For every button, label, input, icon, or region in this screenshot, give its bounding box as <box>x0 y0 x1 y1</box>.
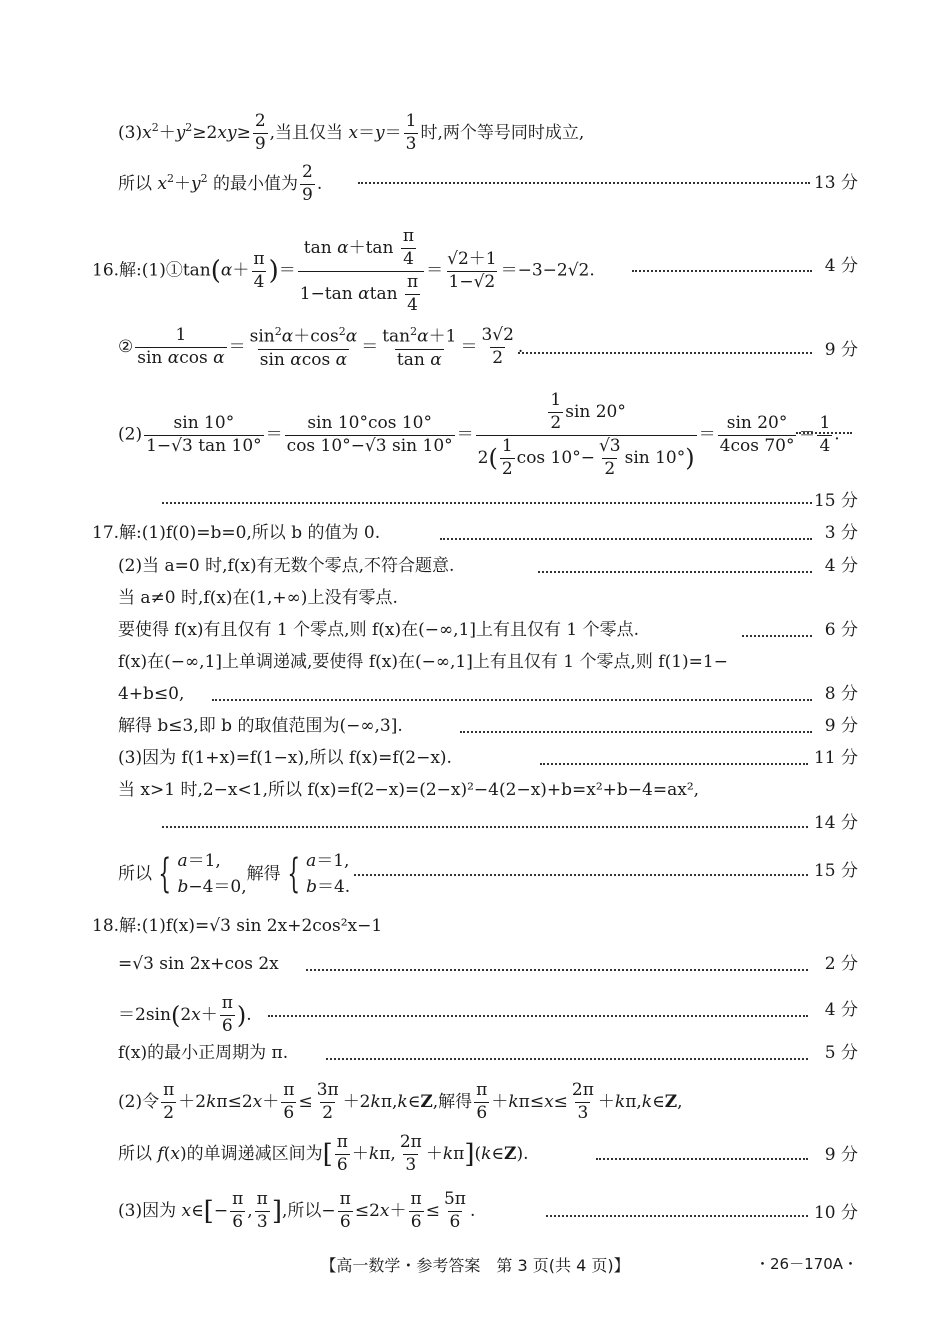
dot-leader <box>538 571 812 573</box>
q18-line-1d: f(x)的最小正周期为 π. <box>118 1043 289 1063</box>
score-label: 9 分 <box>824 716 858 736</box>
q17-line-3a: (3)因为 f(1+x)=f(1−x),所以 f(x)=f(2−x). <box>118 748 452 768</box>
q15-line-3b: 所以 $x^2+y^2$ 的最小值为 $\frac{2}{9}$ . <box>118 162 323 205</box>
dot-leader <box>358 182 810 184</box>
dot-leader <box>326 1058 808 1060</box>
score-label: 15 分 <box>813 491 858 511</box>
q17-line-1: 17.解:(1)f(0)=b=0,所以 b 的值为 0. <box>92 523 381 543</box>
q17-line-2c: 要使得 f(x)有且仅有 1 个零点,则 f(x)在(−∞,1]上有且仅有 1 个零点. <box>118 620 640 640</box>
page-code: ・26－170A・ <box>755 1255 858 1273</box>
score-label: 4 分 <box>824 556 858 576</box>
score-label: 9 分 <box>824 340 858 360</box>
score-label: 14 分 <box>813 813 858 833</box>
score-label: 6 分 <box>824 620 858 640</box>
q18-line-1b: =√3 sin 2x+cos 2x <box>118 954 279 974</box>
q18-line-2b: 所以 f(x)的单调递减区间为[ $\frac{\pi}{6}$ ＋kπ, $\frac{2\pi}{3}$ ＋kπ](k∈Z). <box>118 1132 529 1175</box>
score-label: 9 分 <box>824 1145 858 1165</box>
q17-line-3c: 所以 { a＝1, b−4＝0, 解得 { a＝1, b＝4. <box>118 851 351 898</box>
dot-leader <box>440 538 812 540</box>
q18-line-1c: ＝2sin(2x＋ $\frac{\pi}{6}$ ). <box>118 993 252 1036</box>
dot-leader <box>742 635 812 637</box>
q17-line-2a: (2)当 a=0 时,f(x)有无数个零点,不符合题意. <box>118 556 455 576</box>
score-label: 8 分 <box>824 684 858 704</box>
q17-line-2e: 4+b≤0, <box>118 684 185 704</box>
q18-line-1a: 18.解:(1)f(x)=√3 sin 2x+2cos²x−1 <box>92 916 383 936</box>
q16-line-2: (2) $\frac{\sin 10^\circ}{1-√3 \tan 10^\circ}$ ＝ $\frac{\sin 10^\circ\cos 10^\circ}{\cos 10^\circ-√3 \sin 10^\circ}$ ＝ $\frac{1}{2}$ sin 20° 2( $\frac{1}{2}$ cos 10°− $\frac{√3}{2}$ sin 10°) ＝ $\frac{\sin 20^\circ}{4\cos 70^\circ}$ ＝ $\frac{1}{4}$ . <box>118 390 840 479</box>
dot-leader <box>518 352 812 354</box>
q16-line-1a: 16.解:(1)①tan(α＋ $\frac{\pi}{4}$ )＝ tan α＋tan $\frac{\pi}{4}$ 1−tan αtan $\frac{\pi}{4}$ ＝ $\frac{√2+1}{1-√2}$ ＝−3−2√2. <box>92 226 595 315</box>
q18-line-3: (3)因为 x∈[− $\frac{\pi}{6}$ , $\frac{\pi}{3}$ ],所以− $\frac{\pi}{6}$ ≤2x＋ $\frac{\pi}{6}$ ≤ $\frac{5\pi}{6}$ . <box>118 1189 476 1232</box>
score-label: 2 分 <box>824 954 858 974</box>
score-label: 4 分 <box>824 256 858 276</box>
dot-leader <box>268 1015 808 1017</box>
dot-leader <box>306 969 808 971</box>
dot-leader <box>632 270 812 272</box>
q17-line-2b: 当 a≠0 时,f(x)在(1,+∞)上没有零点. <box>118 588 398 608</box>
dot-leader <box>540 763 808 765</box>
score-label: 13 分 <box>813 173 858 193</box>
q17-line-2d: f(x)在(−∞,1]上单调递减,要使得 f(x)在(−∞,1]上有且仅有 1 个零点,则 f(1)=1− <box>118 652 728 672</box>
q18-line-2a: (2)令 $\frac{\pi}{2}$ ＋2kπ≤2x＋ $\frac{\pi}{6}$ ≤ $\frac{3\pi}{2}$ ＋2kπ,k∈Z,解得 $\frac{\pi}{6}$ ＋kπ≤x≤ $\frac{2\pi}{3}$ ＋kπ,k∈Z, <box>118 1080 683 1123</box>
dot-leader <box>796 432 852 434</box>
dot-leader <box>546 1215 808 1217</box>
q17-line-2f: 解得 b≤3,即 b 的取值范围为(−∞,3]. <box>118 716 403 736</box>
q17-line-3b: 当 x>1 时,2−x<1,所以 f(x)=f(2−x)=(2−x)²−4(2−x)+b=x²+b−4=ax², <box>118 780 700 800</box>
page-footer-title: 【高一数学・参考答案 第 3 页(共 4 页)】 <box>320 1256 630 1275</box>
score-label: 4 分 <box>824 1000 858 1020</box>
q15-line-3a: $(3)x^2+y^2\ge 2xy\ge$ $\frac{2}{9}$ ,当且仅当 x＝y＝ $\frac{1}{3}$ 时,两个等号同时成立, <box>118 111 585 154</box>
score-label: 5 分 <box>824 1043 858 1063</box>
dot-leader <box>212 699 812 701</box>
dot-leader <box>162 502 812 504</box>
score-label: 3 分 <box>824 523 858 543</box>
dot-leader <box>596 1158 808 1160</box>
score-label: 11 分 <box>813 748 858 768</box>
score-label: 10 分 <box>813 1203 858 1223</box>
dot-leader <box>460 731 812 733</box>
q16-line-1b: ② $\frac{1}{\text{sin αcos α}}$ ＝ $\frac{\sin^2\alpha+\cos^2\alpha}{\text{sin αcos α}}$ ＝ $\frac{\tan^2\alpha+1}{\text{tan α}}$ ＝ $\frac{3√2}{2}$ . <box>118 325 524 370</box>
score-label: 15 分 <box>813 861 858 881</box>
dot-leader <box>162 826 808 828</box>
dot-leader <box>354 874 808 876</box>
